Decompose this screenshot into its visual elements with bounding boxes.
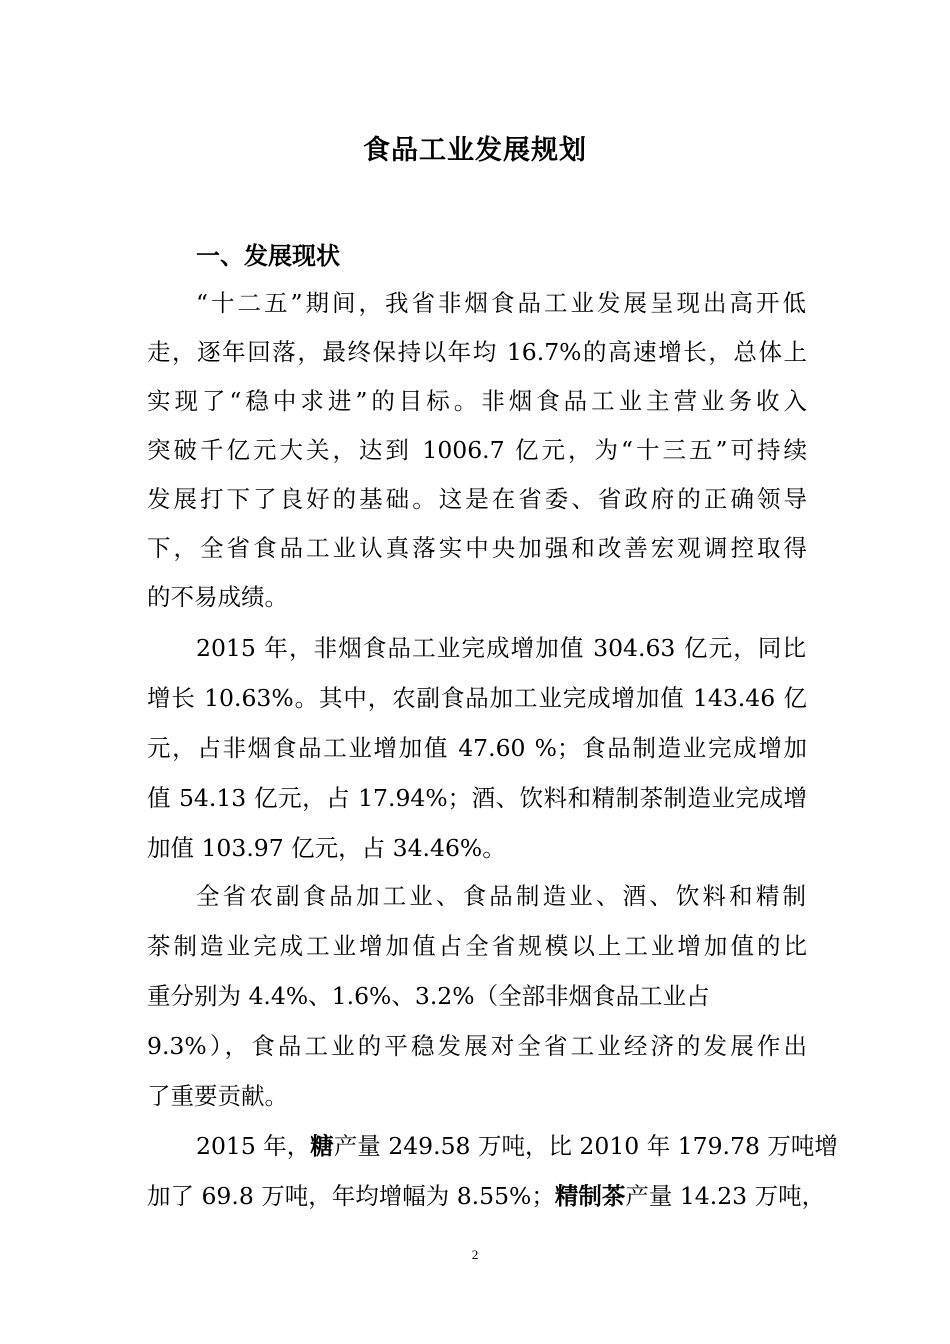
paragraph-line: 值 54.13 亿元，占 17.94%；酒、饮料和精制茶制造业完成增 xyxy=(147,784,807,812)
paragraph-line: 的不易成绩。 xyxy=(147,583,288,611)
paragraph-line xyxy=(196,1130,838,1162)
bold-term: 糖 xyxy=(310,1132,334,1160)
line-text: 2015 年， xyxy=(196,1132,311,1160)
line-text: 产量 14.23 万吨， xyxy=(625,1182,826,1210)
bold-term: 精制茶 xyxy=(554,1182,626,1210)
paragraph-line: 发展打下了良好的基础。这是在省委、省政府的正确领导 xyxy=(147,485,807,513)
paragraph-line: 重分别为 4.4%、1.6%、3.2%（全部非烟食品工业占 xyxy=(147,982,710,1010)
page-title: 食品工业发展规划 xyxy=(363,135,587,166)
paragraph-line: 元，占非烟食品工业增加值 47.60 %；食品制造业完成增加 xyxy=(147,734,807,762)
paragraph-line: 2015 年，非烟食品工业完成增加值 304.63 亿元，同比 xyxy=(196,634,806,662)
paragraph-line: 茶制造业完成工业增加值占全省规模以上工业增加值的比 xyxy=(147,932,807,960)
paragraph-line: 增长 10.63%。其中，农副食品加工业完成增加值 143.46 亿 xyxy=(147,684,807,712)
paragraph-line: 下，全省食品工业认真落实中央加强和改善宏观调控取得 xyxy=(147,534,807,562)
page-number: 2 xyxy=(471,1247,479,1262)
line-text: 加了 69.8 万吨，年均增幅为 8.55%； xyxy=(147,1182,555,1210)
paragraph-line: 全省农副食品加工业、食品制造业、酒、饮料和精制 xyxy=(196,882,806,910)
paragraph-line: 9.3%），食品工业的平稳发展对全省工业经济的发展作出 xyxy=(147,1032,807,1060)
paragraph-line: 突破千亿元大关，达到 1006.7 亿元，为“十三五”可持续 xyxy=(147,436,807,464)
line-text: 产量 249.58 万吨，比 2010 年 179.78 万吨增 xyxy=(333,1132,838,1160)
paragraph-line: “十二五”期间，我省非烟食品工业发展呈现出高开低 xyxy=(196,289,806,317)
paragraph-line xyxy=(147,1180,826,1212)
paragraph-line: 实现了“稳中求进”的目标。非烟食品工业主营业务收入 xyxy=(147,387,807,415)
paragraph-line: 了重要贡献。 xyxy=(147,1082,288,1110)
paragraph-line: 加值 103.97 亿元，占 34.46%。 xyxy=(147,834,506,862)
section-heading: 一、发展现状 xyxy=(196,242,340,270)
paragraph-line: 走，逐年回落，最终保持以年均 16.7%的高速增长，总体上 xyxy=(147,338,807,366)
